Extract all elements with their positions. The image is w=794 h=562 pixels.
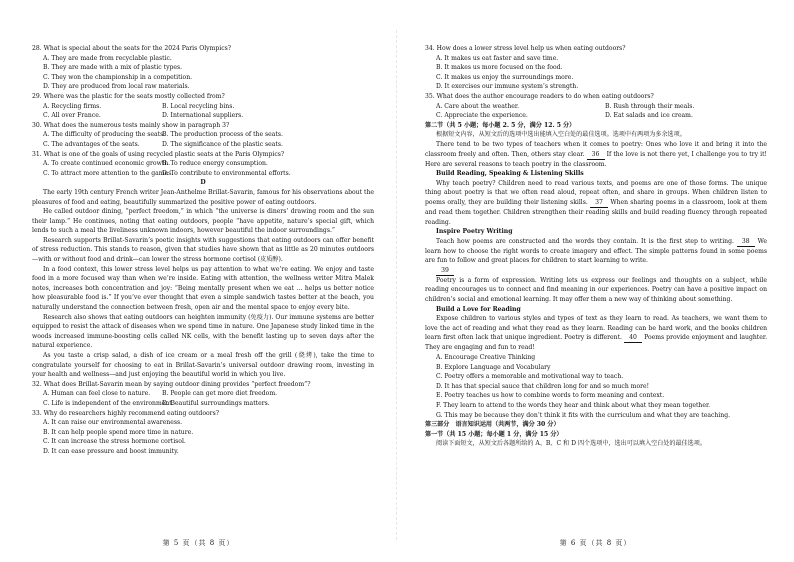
option: A. Care about the weather. (436, 102, 520, 110)
option: A. Human can feel close to nature. (43, 390, 151, 398)
option-list (425, 353, 767, 420)
question-stem: 31. What is one of the goals of using recycled plastic seats at the Paris Olympics? (32, 150, 285, 158)
option: A. To create continued economic growth. (43, 160, 171, 168)
question-28 (32, 44, 374, 92)
option: C. All over France. (43, 112, 101, 120)
paragraph: Poetry is a form of expression. Writing lets us express our feelings and thoughts on a subject, while reading encourages us to connect and find meaning in our experiences. Poetry can have a positive impact on children’s social and emotional learning. It may offer them a new way of thinking about something. (425, 276, 767, 304)
exam-page-6 (397, 0, 794, 562)
option: C. Appreciate the experience. (436, 112, 528, 120)
option: B. The production process of the seats. (162, 131, 283, 139)
question-stem: 30. What does the numerous tests mainly show in paragraph 3? (32, 121, 230, 129)
paragraph: The early 19th century French writer Jean-Anthelme Brillat-Savarin, famous for his observations about the pleasures of food and eating, beautifully summarized the positive power of eating outdoors. (32, 188, 374, 206)
option: A. Encourage Creative Thinking (436, 354, 536, 362)
option: B. It makes us more focused on the food. (436, 64, 563, 72)
question-stem: 28. What is special about the seats for the 2024 Paris Olympics? (32, 45, 232, 52)
paragraph-text: Poems provide enjoyment and laughter. They are engaging and fun to read! (425, 334, 768, 352)
option: A. Recycling firms. (43, 102, 102, 110)
option: E. Poetry teaches us how to combine words to form meaning and context. (436, 392, 665, 400)
option: C. Life is independent of the environment. (43, 399, 174, 407)
section-instruction: 阅读下面短文，从短文后各题所给的 A、B、C 和 D 四个选项中，选出可以填入空白处的最佳选项。 (436, 440, 706, 448)
option: C. The advantages of the seats. (43, 140, 140, 148)
paragraph-text: Expose children to various styles and types of text as they learn to read. As teachers, we want them to love the act of reading and what they read as they learn. Reading can be hard work, and the books children learn first often lack that unique ingredient. Poetry is different. (425, 315, 767, 342)
paragraph (425, 314, 767, 353)
question-stem: 29. Where was the plastic for the seats mostly collected from? (32, 92, 225, 100)
paragraph-text: There tend to be two types of teachers when it comes to poetry: Ones who love it and bring it into the classroom freely and often. Then, others stay clear. (425, 140, 767, 158)
question-31 (32, 150, 374, 179)
option: D. The significance of the plastic seats. (162, 140, 283, 148)
option: D. It can ease pressure and boost immunity. (43, 447, 179, 455)
blank-36[interactable]: 36 (587, 151, 605, 160)
part-heading: 第三部分 语言知识运用（共两节，满分 30 分） (425, 421, 560, 429)
question-stem: 32. What does Brillat-Savarin mean by saying outdoor dining provides “perfect freedom”? (32, 380, 311, 388)
paragraph: In a food context, this lower stress level helps us pay attention to what we’re eating. We enjoy and taste food in a more focused way than when we’re inside. Eating with attention, the wellness writer Mitra Malek notes, increases both concentration and joy: “Being mentally present when we eat ... helps us better notice how pleasurable food is.” If you’ve ever thought that even a simple sandwich tastes better at the beach, you naturally understand the connection between fresh, open air and the mental space to enjoy every bite. (32, 265, 374, 312)
option: B. It can help people spend more time in nature. (43, 428, 194, 436)
blank-38[interactable]: 38 (737, 238, 755, 247)
left-column (32, 44, 374, 457)
subheading: Inspire Poetry Writing (436, 228, 513, 236)
section-heading: 第一节（共 15 小题；每小题 1 分，满分 15 分） (425, 430, 563, 438)
page-footer: 第 5 页（共 8 页） (162, 539, 235, 547)
option: C. To attract more attention to the games. (43, 169, 174, 177)
paragraph: Research supports Brillat-Savarin’s poetic insights with suggestions that eating outdoors can offer benefit of stress reduction. This stands to reason, given that studies have shown that as little as 20 minutes outdoors—with or without food and drink—can lower the stress hormone cortisol (皮质醇). (32, 236, 374, 264)
passage-label: D (200, 179, 206, 187)
question-32 (32, 380, 374, 409)
option: D. It has that special sauce that children long for and so much more! (436, 382, 650, 390)
heading-blank-row (425, 266, 767, 276)
paragraph (425, 140, 767, 169)
option: D. It exercises our immune system’s strength. (436, 83, 579, 91)
paragraph (425, 237, 767, 266)
question-34 (425, 44, 767, 92)
option: B. To reduce energy consumption. (162, 160, 268, 168)
question-stem: 33. Why do researchers highly recommend eating outdoors? (32, 409, 219, 417)
option: A. It can raise our environmental awareness. (43, 419, 183, 427)
option: B. Explore Language and Vocabulary (436, 363, 551, 371)
right-column (425, 44, 767, 449)
section-heading: 第二节（共 5 小题；每小题 2. 5 分，满分 12. 5 分） (425, 121, 576, 129)
option: C. It makes us enjoy the surroundings more. (436, 73, 574, 81)
option: A. The difficulty of producing the seats. (43, 131, 166, 139)
option: F. They learn to attend to the words they hear and think about what they mean together. (436, 402, 711, 409)
option: D. Eat salads and ice cream. (605, 112, 693, 120)
option: C. They won the championship in a competition. (43, 73, 193, 81)
option: C. Poetry offers a memorable and motivational way to teach. (436, 373, 624, 381)
question-stem: 34. How does a lower stress level help us when eating outdoors? (425, 45, 626, 52)
option: B. They are made with a mix of plastic types. (43, 64, 183, 72)
paragraph: He called outdoor dining, “perfect freedom,” in which “the universe is diners’ drawing room and the sun their lamp.” He continues, noting that eating outdoors, people “have appetite, nature’s special gift, which lends to such a meal the liveliness unknown indoors, however beautiful the indoor surroundings.” (32, 208, 374, 235)
section-instruction: 根据短文内容，从短文后的选项中选出能填入空白处的最佳选项。选项中有两项为多余选项。 (436, 131, 686, 139)
option: A. It makes us eat faster and save time. (436, 54, 559, 62)
subheading: Build Reading, Speaking & Listening Skills (436, 170, 584, 178)
subheading: Build a Love for Reading (436, 305, 521, 313)
blank-39[interactable]: 39 (436, 267, 454, 276)
paragraph (425, 179, 767, 227)
paragraph-text: Teach how poems are constructed and the words they contain. It is the first step to writing. (436, 237, 734, 245)
option: D. International suppliers. (162, 112, 244, 120)
question-30 (32, 121, 374, 150)
option: D. Beautiful surroundings matters. (162, 399, 270, 407)
option: B. Rush through their meals. (605, 102, 695, 110)
question-33 (32, 409, 374, 457)
option: D. They are produced from local raw materials. (43, 83, 190, 91)
paragraph-text: We learn how to choose the right words to create imagery and effect. The simple patterns found in some poems are fun to follow and great places for children to start learning to write. (425, 237, 768, 265)
passage-d (32, 188, 374, 380)
question-35 (425, 92, 767, 121)
option: G. This may be because they don’t think it fits with the curriculum and what they are teaching. (436, 411, 731, 419)
page-footer: 第 6 页（共 8 页） (559, 539, 632, 547)
paragraph-text: When sharing poems in a classroom, look at them and read them together. Children strengthen their reading skills and build reading fluency through repeated reading. (425, 198, 767, 226)
option: C. It can increase the stress hormone cortisol. (43, 438, 186, 446)
blank-40[interactable]: 40 (624, 334, 642, 343)
option: D. To contribute to environmental efforts. (162, 169, 291, 177)
question-stem: 35. What does the author encourage readers to do when eating outdoors? (425, 92, 654, 100)
paragraph: Research also shows that eating outdoors can heighten immunity (免疫力). Our immune systems are better equipped to resist the attack of diseases when we spend time in nature. One Japanese study linked time in the woods increased immune-boosting cells called NK cells, with the benefit lasting up to seven days after the natural experience. (32, 313, 374, 350)
paragraph: As you taste a crisp salad, a dish of ice cream or a meal fresh off the grill (烧烤), take the time to congratulate yourself for choosing to eat in Brillat-Savarin’s universal outdoor drawing room, investing in your health and wellness—and just enjoying the beautiful world in which you live. (32, 352, 374, 379)
option: B. People can get more diet freedom. (162, 390, 278, 398)
question-29 (32, 92, 374, 121)
paragraph-text: Why teach poetry? Children need to read various texts, and poems are one of those forms. The unique thing about poetry is that we often read aloud, repeat often, and share in groups. When children listen to poems orally, they are building their listening skills. (425, 179, 767, 206)
option: A. They are made from recyclable plastic. (43, 54, 172, 62)
blank-37[interactable]: 37 (590, 199, 608, 208)
option: B. Local recycling bins. (162, 102, 235, 110)
paragraph-text: If the love is not there yet, I challenge you to try it! Here are several reasons to teach poetry in the classroom. (425, 150, 767, 168)
